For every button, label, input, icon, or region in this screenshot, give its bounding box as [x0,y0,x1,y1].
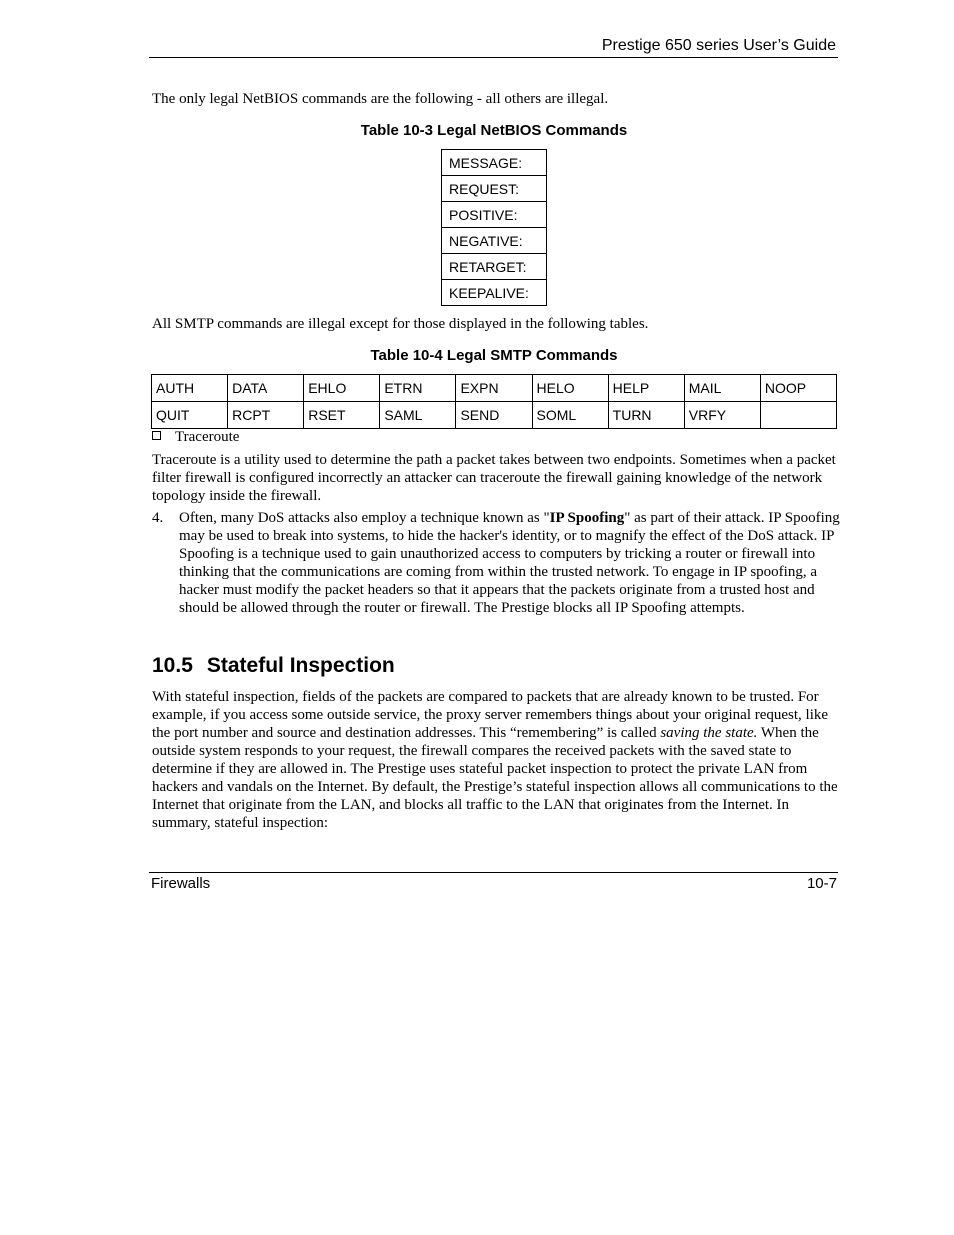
page-header-title: Prestige 650 series User’s Guide [601,37,836,54]
stateful-paragraph [152,688,840,832]
table-cell: VRFY [684,402,760,429]
table-row [152,375,837,402]
table-cell: NEGATIVE: [442,228,547,254]
table-cell: SOML [532,402,608,429]
smtp-commands-table [151,374,837,429]
table-row [442,280,547,306]
bullet-label: Traceroute [175,429,240,445]
item-number: 4. [152,510,164,526]
traceroute-bullet [152,428,239,446]
table-cell: MAIL [684,375,760,402]
table-cell: AUTH [152,375,228,402]
table-cell: TURN [608,402,684,429]
table-cell: SAML [380,402,456,429]
table-cell: NOOP [760,375,836,402]
numbered-item-4 [152,509,840,617]
item-text-before: Often, many DoS attacks also employ a technique known as " [179,510,550,526]
table-cell [760,402,836,429]
table-row [442,254,547,280]
smtp-intro: All SMTP commands are illegal except for those displayed in the following tables. [152,316,649,332]
header-rule [149,57,838,58]
item-text [179,509,840,617]
netbios-table-caption: Table 10-3 Legal NetBIOS Commands [360,122,628,139]
stateful-italic-term: saving the state. [660,725,758,741]
netbios-intro: The only legal NetBIOS commands are the following - all others are illegal. [152,91,609,107]
table-row [442,228,547,254]
netbios-commands-table [441,149,547,306]
table-cell: KEEPALIVE: [442,280,547,306]
table-cell: RETARGET: [442,254,547,280]
footer-page-number: 10-7 [806,875,837,892]
table-cell: POSITIVE: [442,202,547,228]
table-cell: RSET [304,402,380,429]
table-row [442,150,547,176]
footer-chapter: Firewalls [151,875,211,892]
table-cell: ETRN [380,375,456,402]
table-cell: HELP [608,375,684,402]
smtp-table-caption: Table 10-4 Legal SMTP Commands [370,347,618,364]
item-bold-term: IP Spoofing [549,510,625,526]
table-cell: QUIT [152,402,228,429]
table-cell: RCPT [228,402,304,429]
table-cell: EHLO [304,375,380,402]
traceroute-paragraph: Traceroute is a utility used to determine the path a packet takes between two endpoints. Sometimes when a packet filter firewall is configured incorrectly an attacker can traceroute the firewall gaining knowledge of the network topology inside the firewall. [152,452,836,504]
checkbox-bullet-icon [152,431,161,440]
table-cell: SEND [456,402,532,429]
stateful-text-before: With stateful inspection, fields of the packets are compared to packets that are already known to be trusted. For example, if you access some outside service, the proxy server remembers things about your original request, like the port number and source and destination addresses. This “remembering” is called [152,689,829,741]
footer-rule [149,872,838,873]
table-cell: DATA [228,375,304,402]
table-cell: HELO [532,375,608,402]
table-cell: EXPN [456,375,532,402]
section-number: 10.5 [152,654,193,677]
section-heading [152,654,395,678]
table-row [442,202,547,228]
table-cell: MESSAGE: [442,150,547,176]
stateful-text-after: When the outside system responds to your request, the firewall compares the received packets with the saved state to determine if they are allowed in. The Prestige uses stateful packet inspection to protect the private LAN from hackers and vandals on the Internet. By default, the Prestige’s stateful inspection allows all communications to the Internet that originate from the LAN, and blocks all traffic to the LAN that originates from the Internet. In summary, stateful inspection: [152,725,838,831]
table-cell: REQUEST: [442,176,547,202]
table-row [152,402,837,429]
section-title: Stateful Inspection [206,654,395,677]
table-row [442,176,547,202]
item-text-after: " as part of their attack. IP Spoofing may be used to break into systems, to hide the hacker's identity, or to magnify the effect of the DoS attack. IP Spoofing is a technique used to gain unauthorized access to computers by tricking a router or firewall into thinking that the communications are coming from within the trusted network. To engage in IP spoofing, a hacker must modify the packet headers so that it appears that the packets originate from a trusted host and should be allowed through the router or firewall. The Prestige blocks all IP Spoofing attempts. [179,510,840,616]
